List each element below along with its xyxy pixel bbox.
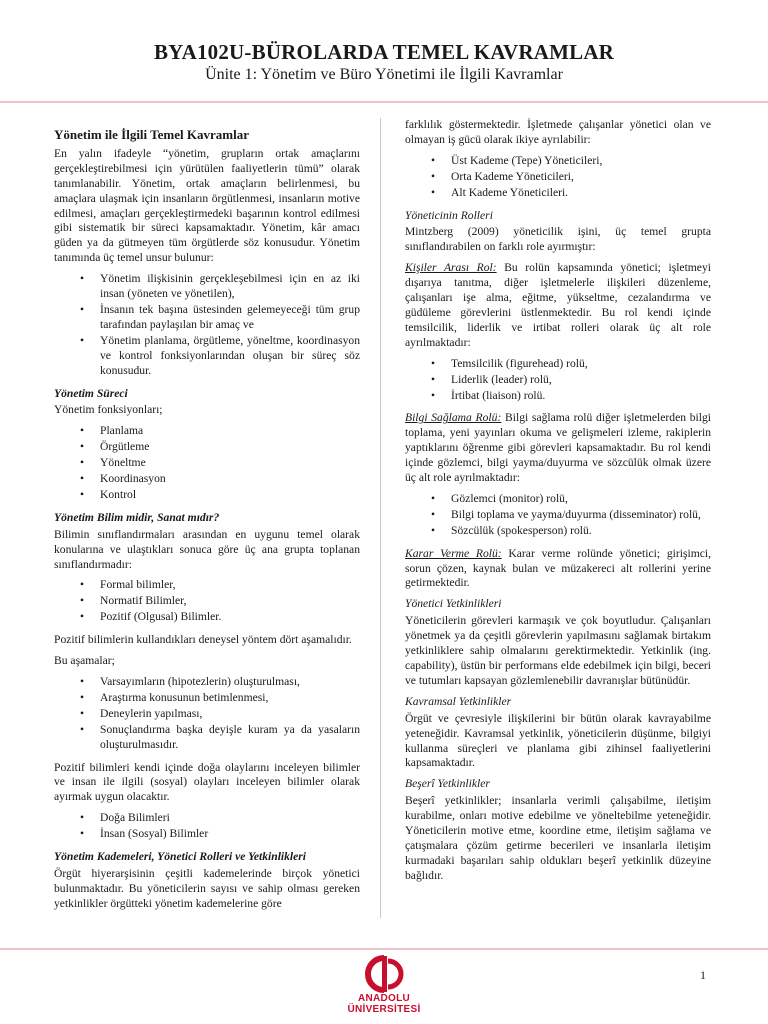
- paragraph: farklılık göstermektedir. İşletmede çalışanlar yönetici olan ve olmayan iş gücü olarak ikiye ayrılabilir:: [405, 118, 711, 146]
- paragraph: Pozitif bilimlerin kullandıkları deneysel yöntem dört aşamalıdır.: [54, 633, 352, 647]
- subsection-heading: Yöneticinin Rolleri: [405, 208, 493, 222]
- list-item: • Koordinasyon: [100, 472, 360, 487]
- logo-mark-icon: [334, 955, 434, 993]
- subsection-heading: Beşerî Yetkinlikler: [405, 777, 490, 791]
- subsection-heading: Yönetim Süreci: [54, 386, 128, 400]
- role-title: Bilgi Sağlama Rolü:: [405, 411, 502, 425]
- subsection-heading: Yönetici Yetkinlikleri: [405, 597, 502, 611]
- bullet-list: [54, 578, 360, 625]
- paragraph: Örgüt hiyerarşisinin çeşitli kademelerinde birçok yönetici bulunmaktadır. Bu yöneticilerin sayısı ve sahip olması gereken yetkinlikler örgütteki yönetim kademelerine göre: [54, 866, 360, 910]
- section-heading: Yönetim ile İlgili Temel Kavramlar: [54, 127, 249, 142]
- list-item: • Bilgi toplama ve yayma/duyurma (disseminator) rolü,: [451, 508, 711, 523]
- role-text: Karar verme rolünde yönetici; girişimci, sorun çözen, kaynak bulan ve müzakereci alt rollerini yerine getirmektedir.: [405, 546, 711, 590]
- paragraph: En yalın ifadeyle “yönetim, grupların ortak amaçlarını gerçekleştirebilmesi için yürütülen faaliyetlerin tümü” olarak tanımlanabilir. Yönetim, ortak amaçların belirlenmesi, bu amaçlara ulaşmak için insanların örgütlenmesi, insanların motive edilmesi, amaçları gerçekleştirmedeki başarının kontrol edilmesi gibi sistematik bir süreci kapsamaktadır. Yönetim, kâr amacı güden ya da gütmeyen tüm örgütlerde söz konusudur. Yönetim tanımında üç temel unsur bulunur:: [54, 146, 360, 265]
- role-paragraph: [405, 411, 711, 486]
- footer-rule: [0, 948, 768, 950]
- page-number: 1: [700, 968, 706, 982]
- paragraph: Pozitif bilimleri kendi içinde doğa olaylarını inceleyen bilimler ve insan ile ilgili (sosyal) olayları inceleyen bilimler olarak ayırmak uygun olacaktır.: [54, 760, 360, 804]
- list-item: • Temsilcilik (figurehead) rolü,: [451, 357, 711, 372]
- list-item: • Varsayımların (hipotezlerin) oluşturulması,: [100, 675, 360, 690]
- list-item: • İnsanın tek başına üstesinden gelemeyeceği tüm grup tarafından paylaşılan bir amaç ve: [100, 303, 360, 333]
- role-paragraph: [405, 547, 711, 592]
- list-item: • Formal bilimler,: [100, 578, 360, 593]
- subsection-heading: Yönetim Bilim midir, Sanat mıdır?: [54, 510, 220, 524]
- paragraph: Yönetim fonksiyonları;: [54, 403, 163, 417]
- list-item: • Doğa Bilimleri: [100, 811, 360, 826]
- document-title: BYA102U-BÜROLARDA TEMEL KAVRAMLAR: [153, 40, 615, 64]
- list-item: • Deneylerin yapılması,: [100, 707, 360, 722]
- university-name: ANADOLU ÜNİVERSİTESİ: [347, 993, 421, 1015]
- header-rule: [0, 101, 768, 103]
- list-item: • Normatif Bilimler,: [100, 594, 360, 609]
- paragraph: Örgüt ve çevresiyle ilişkilerini bir bütün olarak kavrayabilme yeteneğidir. Kavramsal yetkinlik, yöneticilerin düşünme, bilgiyi kullanma süreçleri ve planlama gibi zihinsel faaliyetlerini kapsamaktadır.: [405, 711, 711, 770]
- bullet-list: [54, 272, 360, 378]
- paragraph: Bilimin sınıflandırmaları arasından en uygunu temel olarak konularına ve ulaştıkları sonuca göre üç ana grupta toplanan sınıflandırmadır:: [54, 527, 360, 571]
- list-item: • Araştırma konusunun betimlenmesi,: [100, 691, 360, 706]
- list-item: • Yöneltme: [100, 456, 360, 471]
- paragraph: Mintzberg (2009) yöneticilik işini, üç temel grupta sınıflandırabilen on farklı role ayırmıştır:: [405, 225, 711, 254]
- bullet-list: [405, 357, 711, 404]
- list-item: • İrtibat (liaison) rolü.: [451, 389, 711, 404]
- list-item: • Sonuçlandırma başka deyişle kuram ya da yasaların oluşturulmasıdır.: [100, 723, 360, 753]
- list-item: • Planlama: [100, 424, 360, 439]
- list-item: • Üst Kademe (Tepe) Yöneticileri,: [451, 154, 711, 169]
- paragraph: Beşerî yetkinlikler; insanlarla verimli çalışabilme, iletişim kurabilme, onları motive edebilme ve yöneltebilme yeteneğidir. Yöneticilerin motive etme, koordine etme, iletişim sağlama ve çatışmalara çözüm getirme becerileri ve insanlarla iletişim kurmadaki başarıları sahip oldukları beşerî yetkinlik düzeyine bağlıdır.: [405, 794, 711, 882]
- list-item: • Alt Kademe Yöneticileri.: [451, 186, 711, 201]
- list-item: • Yönetim ilişkisinin gerçekleşebilmesi için en az iki insan (yöneten ve yönetilen),: [100, 272, 360, 302]
- page-header: [0, 0, 768, 104]
- list-item: • Sözcülük (spokesperson) rolü.: [451, 524, 711, 539]
- bullet-list: [54, 811, 360, 842]
- list-item: • İnsan (Sosyal) Bilimler: [100, 827, 360, 842]
- role-text: Bu rolün kapsamında yönetici; işletmeyi dışarıya tanıtma, diğer işletmelerle ilişkileri düzenleme, çalışanları işe alma, eğitme, yükseltme, cezalandırma ve güdüleme görevlerini üstlenmektedir. Bu rol kendi içinde temsilcilik, liderlik ve irtibat rolleri olarak üç alt role ayrılmaktadır:: [405, 261, 711, 349]
- bullet-list: [54, 424, 360, 503]
- column-divider: [380, 118, 381, 918]
- document-subtitle: Ünite 1: Yönetim ve Büro Yönetimi ile İlgili Kavramlar: [205, 66, 563, 83]
- bullet-list: [54, 675, 360, 753]
- role-title: Karar Verme Rolü:: [405, 546, 502, 560]
- left-column: [54, 118, 360, 918]
- subsection-heading: Yönetim Kademeleri, Yönetici Rolleri ve Yetkinlikleri: [54, 850, 307, 864]
- list-item: • Yönetim planlama, örgütleme, yöneltme, koordinasyon ve kontrol fonksiyonlarından oluşan bir süreç söz konusudur.: [100, 334, 360, 379]
- role-text: Bilgi sağlama rolü diğer işletmelerden bilgi toplama, yeni yayınları okuma ve gelişmeleri izleme, rakiplerin yaptıklarını öğrenme gibi görevleri kapsamaktadır. Bu rol kendi içinde gözlemci, bilgi yayma/duyurma ve sözcülük olmak üzere üç alt role ayrılmaktadır:: [405, 411, 711, 485]
- university-logo: [334, 955, 434, 1013]
- role-paragraph: [405, 261, 711, 350]
- list-item: • Örgütleme: [100, 440, 360, 455]
- paragraph: Yöneticilerin görevleri karmaşık ve çok boyutludur. Çalışanları yönetmek ya da çeşitli görevlerin yapılmasını sağlamak birtakım yetkinliklere sahip olmalarını gerektirmektedir. Yetkinlik (ing. capability), üstün bir performans elde edebilmek için bilgi, beceri ve tutumları kapsayan gözlemlenebilir davranışlar bütünüdür.: [405, 614, 711, 687]
- list-item: • Gözlemci (monitor) rolü,: [451, 492, 711, 507]
- bullet-list: [405, 154, 711, 201]
- paragraph: Bu aşamalar;: [54, 654, 115, 668]
- list-item: • Liderlik (leader) rolü,: [451, 373, 711, 388]
- subsection-heading: Kavramsal Yetkinlikler: [405, 694, 512, 708]
- right-column: [405, 118, 711, 890]
- list-item: • Kontrol: [100, 488, 360, 503]
- list-item: • Orta Kademe Yöneticileri,: [451, 170, 711, 185]
- role-title: Kişiler Arası Rol:: [405, 261, 497, 275]
- bullet-list: [405, 492, 711, 539]
- list-item: • Pozitif (Olgusal) Bilimler.: [100, 610, 360, 625]
